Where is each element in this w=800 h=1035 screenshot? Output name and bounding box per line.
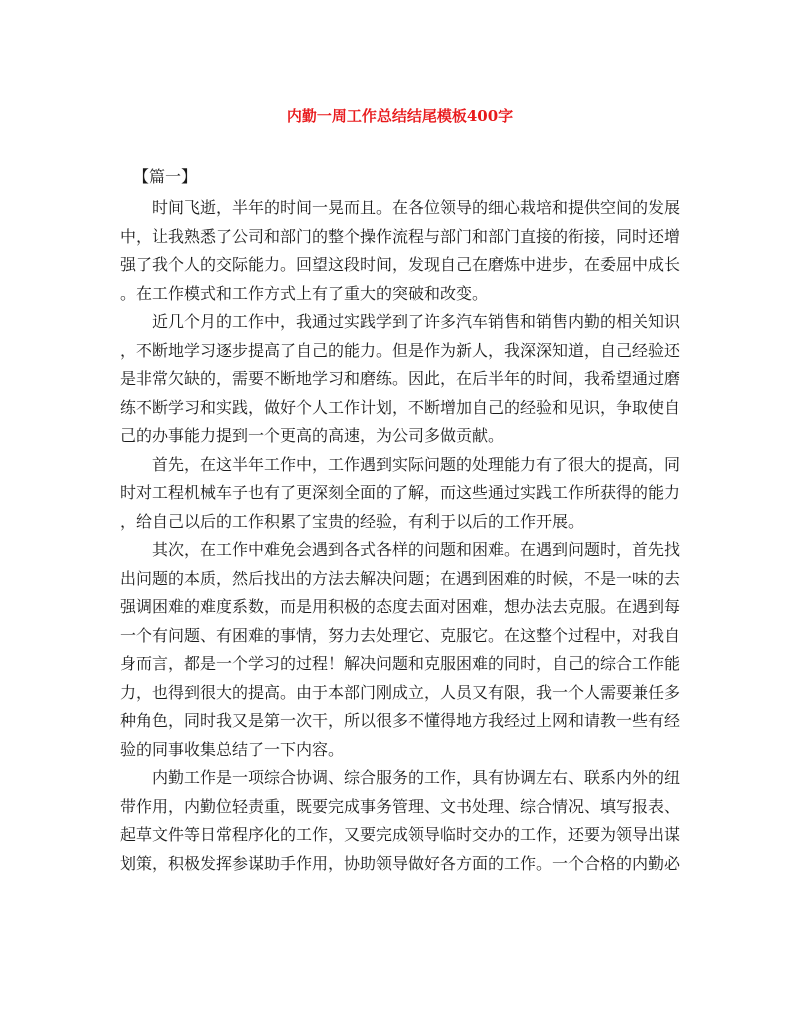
paragraph: [120, 536, 681, 764]
document-title: 内勤一周工作总结结尾模板400字: [286, 107, 514, 125]
text-line: 起草文件等日常程序化的工作，又要完成领导临时交办的工作，还要为领导出谋: [120, 825, 681, 844]
paragraph: [120, 764, 681, 878]
text-line: ，给自己以后的工作积累了宝贵的经验，有利于以后的工作开展。: [120, 511, 585, 531]
text-line: 种角色，同时我又是第一次干，所以很多不懂得地方我经过上网和请教一些有经: [120, 711, 681, 730]
text-line: 一个有问题、有困难的事情，努力去处理它、克服它。在这整个过程中，对我自: [120, 625, 681, 645]
text-line: 中，让我熟悉了公司和部门的整个操作流程与部门和部门直接的衔接，同时还增: [120, 226, 681, 246]
text-line: 划策，积极发挥参谋助手作用，协助领导做好各方面的工作。一个合格的内勤必: [120, 853, 681, 873]
paragraph: [120, 308, 681, 451]
text-line: 其次，在工作中难免会遇到各式各样的问题和困难。在遇到问题时，首先找: [152, 540, 681, 559]
text-line: 。在工作模式和工作方式上有了重大的突破和改变。: [120, 283, 489, 303]
text-line: 时对工程机械车子也有了更深刻全面的了解，而这些通过实践工作所获得的能力: [120, 483, 681, 502]
text-line: 身而言，都是一个学习的过程！解决问题和克服困难的同时，自己的综合工作能: [120, 654, 681, 673]
text-line: 力，也得到很大的提高。由于本部门刚成立，人员又有限，我一个人需要兼任多: [120, 682, 681, 702]
text-line: 是非常欠缺的，需要不断地学习和磨练。因此，在后半年的时间，我希望通过磨: [120, 369, 681, 388]
text-line: 强调困难的难度系数，而是用积极的态度去面对困难，想办法去克服。在遇到每: [120, 597, 681, 616]
text-line: 带作用，内勤位轻责重，既要完成事务管理、文书处理、综合情况、填写报表、: [120, 796, 681, 816]
document-body: [120, 194, 681, 878]
paragraph: [120, 451, 681, 537]
text-line: 强了我个人的交际能力。回望这段时间，发现自己在磨炼中进步，在委屈中成长: [120, 255, 681, 274]
paragraph: [120, 194, 681, 308]
text-line: 时间飞逝，半年的时间一晃而且。在各位领导的细心栽培和提供空间的发展: [152, 198, 681, 217]
text-line: 近几个月的工作中，我通过实践学到了许多汽车销售和销售内勤的相关知识: [152, 312, 681, 331]
text-line: 练不断学习和实践，做好个人工作计划，不断增加自己的经验和见识，争取使自: [120, 397, 681, 417]
text-line: 出问题的本质，然后找出的方法去解决问题；在遇到困难的时候，不是一味的去: [120, 568, 681, 588]
text-line: 内勤工作是一项综合协调、综合服务的工作，具有协调左右、联系内外的纽: [152, 768, 681, 787]
text-line: 验的同事收集总结了一下内容。: [120, 739, 345, 759]
text-line: 己的办事能力提到一个更高的高速，为公司多做贡献。: [120, 426, 505, 445]
section-heading: 【篇一】: [133, 167, 198, 186]
text-line: ，不断地学习逐步提高了自己的能力。但是作为新人，我深深知道，自己经验还: [120, 340, 681, 360]
text-line: 首先，在这半年工作中，工作遇到实际问题的处理能力有了很大的提高，同: [152, 454, 681, 474]
